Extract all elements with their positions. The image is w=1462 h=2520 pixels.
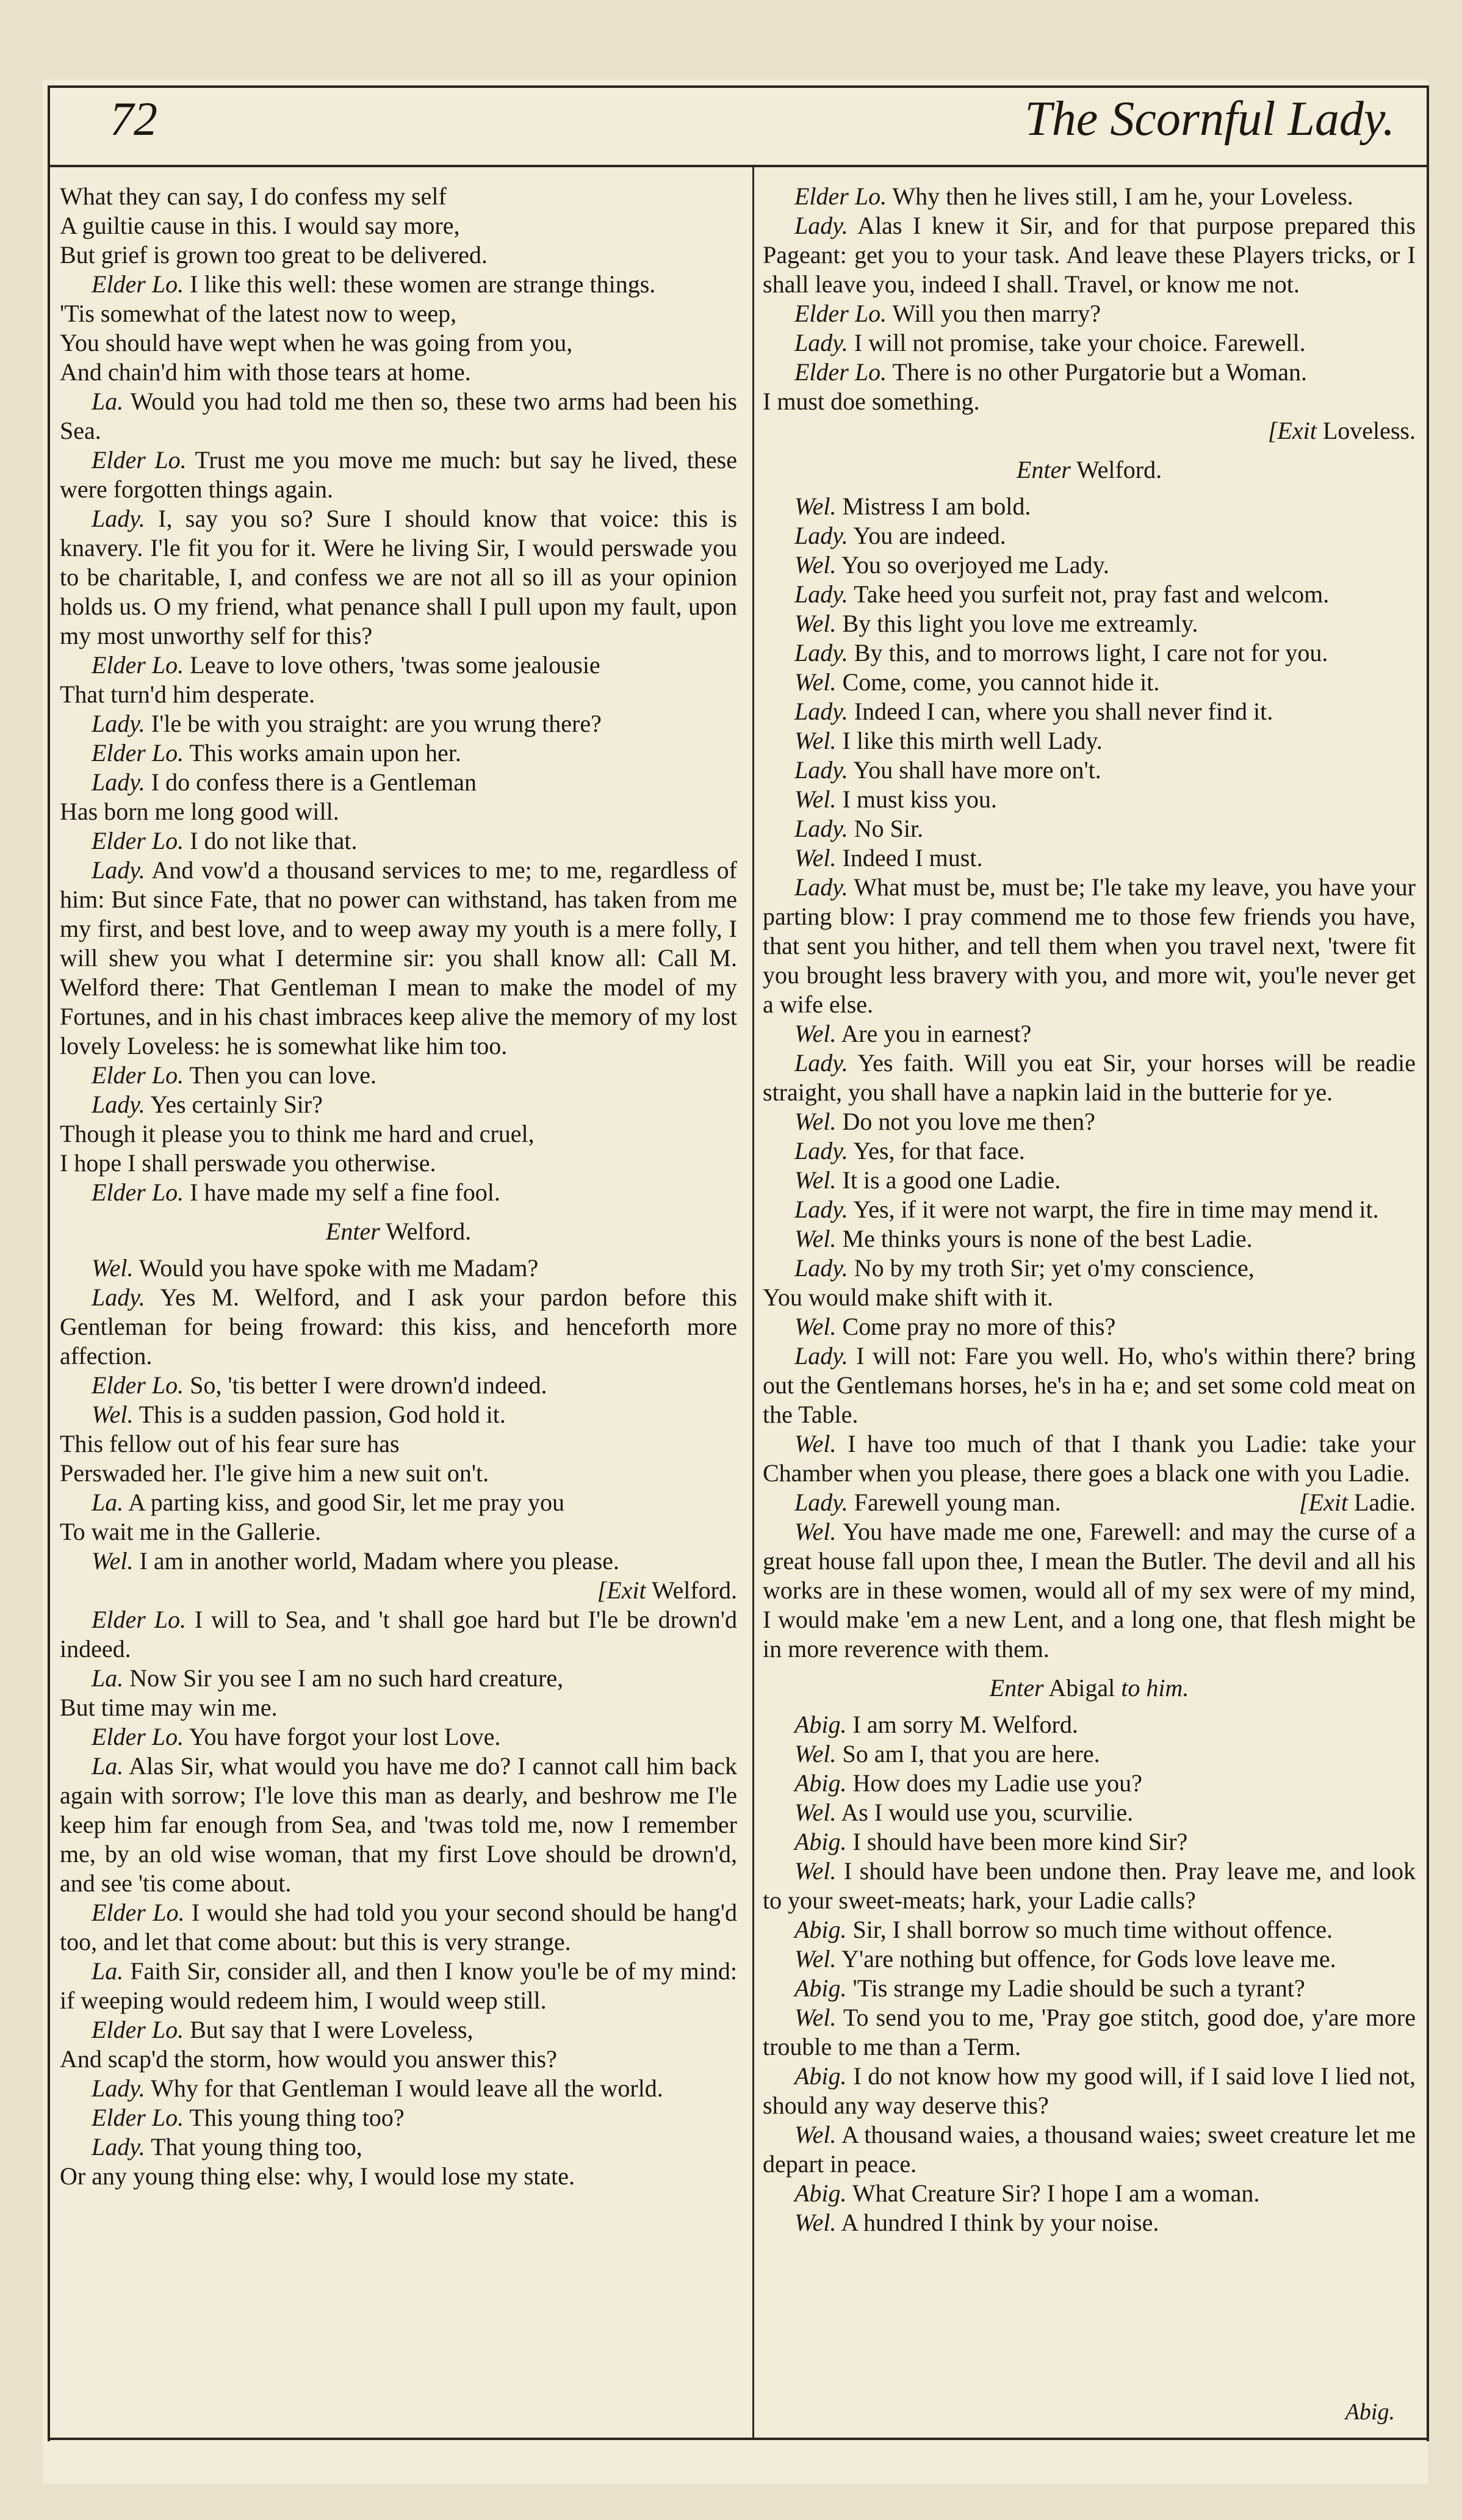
speaker-name: Lady. xyxy=(794,522,848,549)
speech-text: Yes, if it were not warpt, the fire in time may mend it. xyxy=(853,1196,1379,1223)
speaker-name: Wel. xyxy=(92,1401,134,1428)
speaker-name: Abig. xyxy=(794,1974,847,2002)
speech-line xyxy=(763,2208,1416,2237)
speaker-name: Wel. xyxy=(794,2004,837,2031)
speech-text: Farewell young man. xyxy=(854,1489,1061,1516)
speech-text: Are you in earnest? xyxy=(841,1020,1032,1047)
speaker-name: Wel. xyxy=(794,727,837,754)
speech-text: Mistress I am bold. xyxy=(842,493,1031,520)
speech-line xyxy=(763,668,1416,697)
speaker-name: Wel. xyxy=(794,1225,837,1252)
speech-line xyxy=(763,814,1416,843)
speaker-name: Wel. xyxy=(794,844,837,872)
character-name: Abigal xyxy=(1048,1674,1115,1702)
speech-line xyxy=(763,1136,1416,1166)
speech-text: I am sorry M. Welford. xyxy=(852,1711,1078,1738)
speech-text: You so overjoyed me Lady. xyxy=(841,551,1109,579)
speech-line xyxy=(60,2015,737,2045)
verse-line: Though it please you to think me hard and cruel, xyxy=(60,1120,535,1147)
speech-text: Trust me you move me much: but say he lived, these were forgotten things again. xyxy=(60,446,737,503)
speaker-name: La. xyxy=(92,1489,124,1516)
speech-line xyxy=(60,504,737,651)
speech-text: I am in another world, Madam where you please. xyxy=(139,1547,619,1575)
speech-text: Me thinks yours is none of the best Ladie. xyxy=(842,1225,1253,1252)
speech-line xyxy=(763,211,1416,299)
speaker-name: Wel. xyxy=(794,2121,837,2148)
speech-text: I have too much of that I thank you Ladie: take your Chamber when you please, there goes a black one with you Ladie. xyxy=(763,1430,1416,1487)
speech-line xyxy=(763,726,1416,756)
speech-line xyxy=(763,1312,1416,1341)
verse-line: This fellow out of his fear sure has xyxy=(60,1430,400,1457)
speech-text: Why then he lives still, I am he, your Loveless. xyxy=(892,182,1353,210)
speech-line xyxy=(763,1254,1416,1283)
speech-text: A thousand waies, a thousand waies; sweet creature let me depart in peace. xyxy=(763,2121,1416,2178)
speech-text: That young thing too, xyxy=(151,2133,362,2161)
speaker-name: Wel. xyxy=(794,785,837,813)
speech-line xyxy=(763,638,1416,668)
speaker-name: Lady. xyxy=(92,2074,145,2102)
speaker-name: Wel. xyxy=(92,1254,134,1282)
speech-text: Now Sir you see I am no such hard creature, xyxy=(129,1664,564,1692)
character-name: Welford. xyxy=(1076,456,1162,483)
speech-line xyxy=(60,1090,737,1119)
verse-line: You should have wept when he was going from you, xyxy=(60,329,573,356)
speech-line xyxy=(60,2103,737,2132)
stage-direction-keyword: Enter xyxy=(989,1674,1044,1702)
speech-text: I like this well: these women are strange things. xyxy=(190,270,656,298)
speech-text: Faith Sir, consider all, and then I know you'le be of my mind: if weeping would redeem him, I would weep still. xyxy=(60,1957,737,2014)
speech-text: I'le be with you straight: are you wrung there? xyxy=(151,710,602,737)
verse-line: And chain'd him with those tears at home. xyxy=(60,358,471,386)
speaker-name: Wel. xyxy=(794,668,837,696)
speech-line xyxy=(60,651,737,680)
speech-line xyxy=(763,1517,1416,1664)
verse-line: What they can say, I do confess my self xyxy=(60,182,447,210)
speech-text: I do not like that. xyxy=(190,827,358,854)
speech-line xyxy=(763,609,1416,638)
speech-text: I have made my self a fine fool. xyxy=(190,1179,500,1206)
speech-line xyxy=(763,1710,1416,1739)
speech-text: Alas I knew it Sir, and for that purpose prepared this Pageant: get you to your task. And leave these Players tricks, or I shall leave you, indeed I shall. Travel, or know me not. xyxy=(763,212,1416,298)
speech-text: You shall have more on't. xyxy=(853,756,1101,784)
speaker-name: Wel. xyxy=(794,1799,837,1826)
speech-text: But say that I were Loveless, xyxy=(190,2016,474,2043)
speech-text: You have forgot your lost Love. xyxy=(189,1723,501,1750)
speech-text: You are indeed. xyxy=(853,522,1006,549)
speech-text: Come, come, you cannot hide it. xyxy=(842,668,1160,696)
speaker-name: Lady. xyxy=(92,505,145,532)
speaker-name: Wel. xyxy=(794,1108,837,1135)
speech-text: Come pray no more of this? xyxy=(842,1313,1116,1340)
speaker-name: Lady. xyxy=(794,698,848,725)
header-rule xyxy=(49,165,1428,167)
speaker-name: Lady. xyxy=(794,1254,848,1282)
speech-text: I do not know how my good will, if I said love I lied not, should any way deserve this? xyxy=(763,2062,1416,2119)
speaker-name: Elder Lo. xyxy=(92,739,184,767)
speech-line xyxy=(763,182,1416,211)
speech-line xyxy=(763,551,1416,580)
speech-text: So, 'tis better I were drown'd indeed. xyxy=(190,1371,547,1399)
speaker-name: Lady. xyxy=(794,873,848,901)
speaker-name: Wel. xyxy=(794,1518,837,1545)
speech-line xyxy=(763,1915,1416,1944)
bottom-rule xyxy=(49,2438,1428,2440)
speech-text: To send you to me, 'Pray goe stitch, good doe, y'are more trouble to me than a Term. xyxy=(763,2004,1416,2060)
speaker-name: Wel. xyxy=(794,1430,837,1457)
speaker-name: Elder Lo. xyxy=(92,2016,184,2043)
speech-text: I will not: Fare you well. Ho, who's within there? bring out the Gentlemans horses, he's in ha e; and set some cold meat on the Table. xyxy=(763,1342,1416,1428)
speaker-name: Wel. xyxy=(92,1547,134,1575)
speaker-name: La. xyxy=(92,1957,124,1985)
speech-text: Yes certainly Sir? xyxy=(150,1091,323,1118)
speaker-name: Elder Lo. xyxy=(92,1371,184,1399)
speech-text: This is a sudden passion, God hold it. xyxy=(139,1401,506,1428)
speech-line xyxy=(763,756,1416,785)
speech-line xyxy=(60,826,737,856)
speech-line xyxy=(763,1341,1416,1429)
speaker-name: Lady. xyxy=(92,768,145,796)
speech-line xyxy=(763,1739,1416,1769)
speech-line xyxy=(763,1166,1416,1195)
verse-line: 'Tis somewhat of the latest now to weep, xyxy=(60,300,457,327)
column-divider xyxy=(752,167,754,2438)
speech-line xyxy=(763,2003,1416,2062)
speaker-name: Elder Lo. xyxy=(92,1061,184,1089)
speech-text: Take heed you surfeit not, pray fast and welcom. xyxy=(854,580,1330,608)
speaker-name: Elder Lo. xyxy=(92,651,184,679)
right-column xyxy=(763,182,1416,2237)
speaker-name: Elder Lo. xyxy=(92,1179,184,1206)
stage-direction-enter xyxy=(763,455,1416,485)
speaker-name: Lady. xyxy=(794,756,848,784)
speech-text: What must be, must be; I'le take my leave, you have your parting blow: I pray commend me to those few friends you have, that sent you hither, and tell them when you travel next, 'twere fit you brought less bravery with you, and more wit, you'le never get a wife else. xyxy=(763,873,1416,1018)
speech-line xyxy=(763,492,1416,521)
speech-text: Y'are nothing but offence, for Gods love leave me. xyxy=(841,1945,1336,1973)
speaker-name: Wel. xyxy=(794,551,837,579)
speech-line xyxy=(763,521,1416,551)
speech-text: No by my troth Sir; yet o'my conscience, xyxy=(854,1254,1255,1282)
speech-line xyxy=(763,2120,1416,2179)
speech-text: I should have been more kind Sir? xyxy=(852,1828,1188,1855)
speaker-name: Lady. xyxy=(794,1049,848,1077)
speaker-name: Wel. xyxy=(794,1313,837,1340)
speech-text: A parting kiss, and good Sir, let me pray you xyxy=(128,1489,565,1516)
speaker-name: La. xyxy=(92,1752,124,1780)
right-rule xyxy=(1427,85,1429,2441)
verse-line: A guiltie cause in this. I would say more, xyxy=(60,212,460,239)
speech-line xyxy=(763,697,1416,726)
speech-body xyxy=(763,1488,1061,1517)
speech-line xyxy=(763,1974,1416,2003)
speech-text: How does my Ladie use you? xyxy=(852,1769,1142,1797)
verse-line: You would make shift with it. xyxy=(763,1283,1053,1311)
left-column xyxy=(60,182,737,2191)
speech-text: I, say you so? Sure I should know that voice: this is knavery. I'le fit you for it. Were he living Sir, I would perswade you to be charitable, I, and confess we are not all so ill as your opinion holds us. O my friend, what penance shall I pull upon my fault, upon my most unworthy self for this? xyxy=(60,505,738,649)
speaker-name: La. xyxy=(92,1664,124,1692)
speaker-name: Elder Lo. xyxy=(92,1899,185,1926)
speech-line xyxy=(60,1605,737,1664)
speech-text: Would you have spoke with me Madam? xyxy=(139,1254,539,1282)
speaker-name: Elder Lo. xyxy=(92,1723,184,1750)
speaker-name: Elder Lo. xyxy=(92,2104,184,2131)
speech-line xyxy=(60,1400,737,1429)
speech-line xyxy=(763,1049,1416,1107)
speech-line xyxy=(763,1827,1416,1857)
verse-line: I hope I shall perswade you otherwise. xyxy=(60,1149,436,1177)
stage-direction-enter xyxy=(763,1673,1416,1703)
speech-text: Do not you love me then? xyxy=(842,1108,1095,1135)
speaker-name: Lady. xyxy=(794,1489,848,1516)
speech-line xyxy=(60,387,737,446)
speaker-name: Elder Lo. xyxy=(794,300,887,327)
speaker-name: Lady. xyxy=(794,1137,848,1164)
speech-text: Alas Sir, what would you have me do? I cannot call him back again with sorrow; I'le love this man as dearly, and beshrow me I'le keep him far enough from Sea, and 'twas told me, now I remember me, by an old wise woman, that my first Love should be drown'd, and see 'tis come about. xyxy=(60,1752,737,1897)
running-title: The Scornful Lady. xyxy=(1024,92,1395,146)
speech-line xyxy=(60,1664,737,1693)
speaker-name: Abig. xyxy=(794,1769,847,1797)
speech-line xyxy=(60,2074,737,2103)
stage-direction-keyword: [Exit xyxy=(1298,1489,1348,1516)
catchword: Abig. xyxy=(1345,2399,1395,2425)
speech-text: Yes, for that face. xyxy=(853,1137,1025,1164)
speech-line xyxy=(763,2179,1416,2208)
speech-text: Would you had told me then so, these two arms had been his Sea. xyxy=(60,388,737,444)
speaker-name: Lady. xyxy=(794,639,848,666)
speech-line xyxy=(763,1429,1416,1488)
speaker-name: Abig. xyxy=(794,2062,847,2090)
character-name: Welford. xyxy=(651,1576,737,1604)
verse-line: Has born me long good will. xyxy=(60,798,339,825)
speaker-name: Elder Lo. xyxy=(794,358,887,386)
stage-direction-keyword: [Exit xyxy=(1267,417,1317,444)
verse-line: But time may win me. xyxy=(60,1694,278,1721)
speech-line xyxy=(60,1752,737,1898)
speech-line xyxy=(763,785,1416,814)
verse-line: To wait me in the Gallerie. xyxy=(60,1518,322,1545)
speaker-name: Elder Lo. xyxy=(92,270,184,298)
speech-line xyxy=(60,1722,737,1752)
speaker-name: Elder Lo. xyxy=(92,1606,186,1633)
speech-text: I do confess there is a Gentleman xyxy=(151,768,477,796)
speech-line xyxy=(763,1107,1416,1136)
speaker-name: Wel. xyxy=(794,1020,837,1047)
speech-text: Will you then marry? xyxy=(892,300,1101,327)
speech-text: By this, and to morrows light, I care not for you. xyxy=(854,639,1328,666)
speaker-name: Lady. xyxy=(794,212,848,239)
speech-text: I like this mirth well Lady. xyxy=(842,727,1103,754)
speech-line xyxy=(60,1488,737,1517)
top-rule xyxy=(49,85,1428,88)
speech-line xyxy=(763,1488,1416,1517)
speaker-name: Elder Lo. xyxy=(92,446,187,474)
stage-direction-keyword: Enter xyxy=(1016,456,1071,483)
speech-line xyxy=(60,1283,737,1371)
speech-text: Indeed I can, where you shall never find it. xyxy=(854,698,1273,725)
speaker-name: Wel. xyxy=(794,1166,837,1194)
speech-line xyxy=(763,328,1416,358)
stage-direction-keyword: [Exit xyxy=(597,1576,646,1604)
speech-text: I will to Sea, and 't shall goe hard but I'le be drown'd indeed. xyxy=(60,1606,737,1663)
speech-line xyxy=(60,1898,737,1957)
speech-text: Why for that Gentleman I would leave all the world. xyxy=(151,2074,663,2102)
verse-line: I must doe something. xyxy=(763,388,980,415)
speech-line xyxy=(60,1957,737,2015)
speech-text: No Sir. xyxy=(854,815,924,842)
speech-text: 'Tis strange my Ladie should be such a tyrant? xyxy=(852,1974,1305,2002)
speech-text: Sir, I shall borrow so much time without offence. xyxy=(852,1916,1333,1943)
speech-text: I should have been undone then. Pray leave me, and look to your sweet-meats; hark, your Ladie calls? xyxy=(763,1857,1416,1914)
speech-text: I would she had told you your second should be hang'd too, and let that come about: but this is very strange. xyxy=(60,1899,737,1955)
speech-text: I will not promise, take your choice. Farewell. xyxy=(854,329,1306,356)
speech-line xyxy=(60,270,737,299)
speech-line xyxy=(763,299,1416,328)
speaker-name: Abig. xyxy=(794,1828,847,1855)
verse-line: Or any young thing else: why, I would lose my state. xyxy=(60,2162,575,2190)
speech-text: It is a good one Ladie. xyxy=(842,1166,1061,1194)
speech-line xyxy=(60,738,737,768)
stage-direction-exit xyxy=(1267,1488,1416,1517)
speech-text: A hundred I think by your noise. xyxy=(841,2209,1159,2236)
speaker-name: La. xyxy=(92,388,124,415)
speaker-name: Lady. xyxy=(92,2133,145,2161)
speech-line xyxy=(763,843,1416,873)
speaker-name: Abig. xyxy=(794,2179,847,2207)
speaker-name: Lady. xyxy=(794,1196,848,1223)
page-number: 72 xyxy=(110,92,157,145)
speaker-name: Wel. xyxy=(794,1740,837,1767)
speech-line xyxy=(763,1944,1416,1974)
speech-line xyxy=(60,709,737,738)
speech-text: As I would use you, scurvilie. xyxy=(841,1799,1134,1826)
speaker-name: Abig. xyxy=(794,1916,847,1943)
speech-text: This young thing too? xyxy=(189,2104,405,2131)
speech-line xyxy=(763,1857,1416,1915)
speech-text: Then you can love. xyxy=(189,1061,376,1089)
stage-direction-exit xyxy=(763,416,1416,446)
speech-line xyxy=(763,1798,1416,1827)
character-name: Loveless. xyxy=(1322,417,1416,444)
verse-line: Perswaded her. I'le give him a new suit on't. xyxy=(60,1459,489,1487)
speech-text: Yes M. Welford, and I ask your pardon before this Gentleman for being froward: this kiss, and henceforth more affection. xyxy=(60,1283,737,1370)
left-rule xyxy=(48,85,50,2441)
speech-line xyxy=(763,873,1416,1019)
speech-line xyxy=(763,1769,1416,1798)
speech-line xyxy=(60,1254,737,1283)
speech-text: Indeed I must. xyxy=(842,844,983,872)
speaker-name: Elder Lo. xyxy=(794,182,887,210)
stage-direction-keyword: Enter xyxy=(325,1218,380,1245)
speech-line xyxy=(60,446,737,504)
character-name: Ladie. xyxy=(1353,1489,1416,1516)
speech-line xyxy=(60,1061,737,1090)
speaker-name: Abig. xyxy=(794,1711,847,1738)
speaker-name: Wel. xyxy=(794,1945,837,1973)
speaker-name: Lady. xyxy=(794,329,848,356)
speaker-name: Lady. xyxy=(92,1091,145,1118)
verse-line: But grief is grown too great to be delivered. xyxy=(60,241,488,269)
speech-line xyxy=(60,1371,737,1400)
speech-line xyxy=(60,856,737,1061)
speech-text: By this light you love me extreamly. xyxy=(842,610,1198,637)
speaker-name: Wel. xyxy=(794,2209,837,2236)
speech-line xyxy=(60,1547,737,1576)
speech-text: Leave to love others, 'twas some jealousie xyxy=(190,651,600,679)
speaker-name: Lady. xyxy=(794,815,848,842)
stage-direction-enter xyxy=(60,1217,737,1246)
verse-line: And scap'd the storm, how would you answer this? xyxy=(60,2045,557,2073)
verse-line: That turn'd him desperate. xyxy=(60,681,315,708)
speaker-name: Elder Lo. xyxy=(92,827,184,854)
speech-line xyxy=(763,1224,1416,1254)
speech-text: I must kiss you. xyxy=(842,785,997,813)
speech-line xyxy=(763,580,1416,609)
speech-line xyxy=(60,768,737,797)
speech-line xyxy=(60,2132,737,2162)
speaker-name: Lady. xyxy=(92,710,145,737)
speaker-name: Lady. xyxy=(92,1283,145,1311)
character-name: Welford. xyxy=(386,1218,472,1245)
speaker-name: Wel. xyxy=(794,493,837,520)
speaker-name: Wel. xyxy=(794,1857,837,1885)
speech-line xyxy=(60,1178,737,1207)
speaker-name: Lady. xyxy=(794,580,848,608)
speech-text: You have made me one, Farewell: and may the curse of a great house fall upon thee, I mean the Butler. The devil and all his works are in these women, would all of my sex were of my mind, I would make 'em a new Lent, and a long one, that flesh might be in more reverence with them. xyxy=(763,1518,1416,1663)
speech-line xyxy=(763,358,1416,387)
speech-line xyxy=(763,1019,1416,1049)
speaker-name: Wel. xyxy=(794,610,837,637)
speaker-name: Lady. xyxy=(92,856,145,884)
speech-text: There is no other Purgatorie but a Woman. xyxy=(892,358,1307,386)
speech-text: This works amain upon her. xyxy=(189,739,461,767)
speech-text: Yes faith. Will you eat Sir, your horses will be readie straight, you shall have a napkin laid in the butterie for ye. xyxy=(763,1049,1416,1106)
speech-line xyxy=(763,1195,1416,1224)
stage-direction-suffix: to him. xyxy=(1121,1674,1189,1702)
speaker-name: Lady. xyxy=(794,1342,848,1370)
speech-text: What Creature Sir? I hope I am a woman. xyxy=(852,2179,1260,2207)
speech-text: So am I, that you are here. xyxy=(842,1740,1100,1767)
speech-line xyxy=(763,2062,1416,2120)
stage-direction-exit xyxy=(60,1576,737,1605)
speech-text: And vow'd a thousand services to me; to me, regardless of him: But since Fate, that no power can withstand, has taken from me my first, and best love, and to weep away my youth is a mere folly, I will shew you what I determine sir: you shall know all: Call M. Welford there: That Gentleman I mean to make the model of my Fortunes, and in his chast imbraces keep alive the memory of my lost lovely Loveless: he is somewhat like him too. xyxy=(60,856,737,1060)
